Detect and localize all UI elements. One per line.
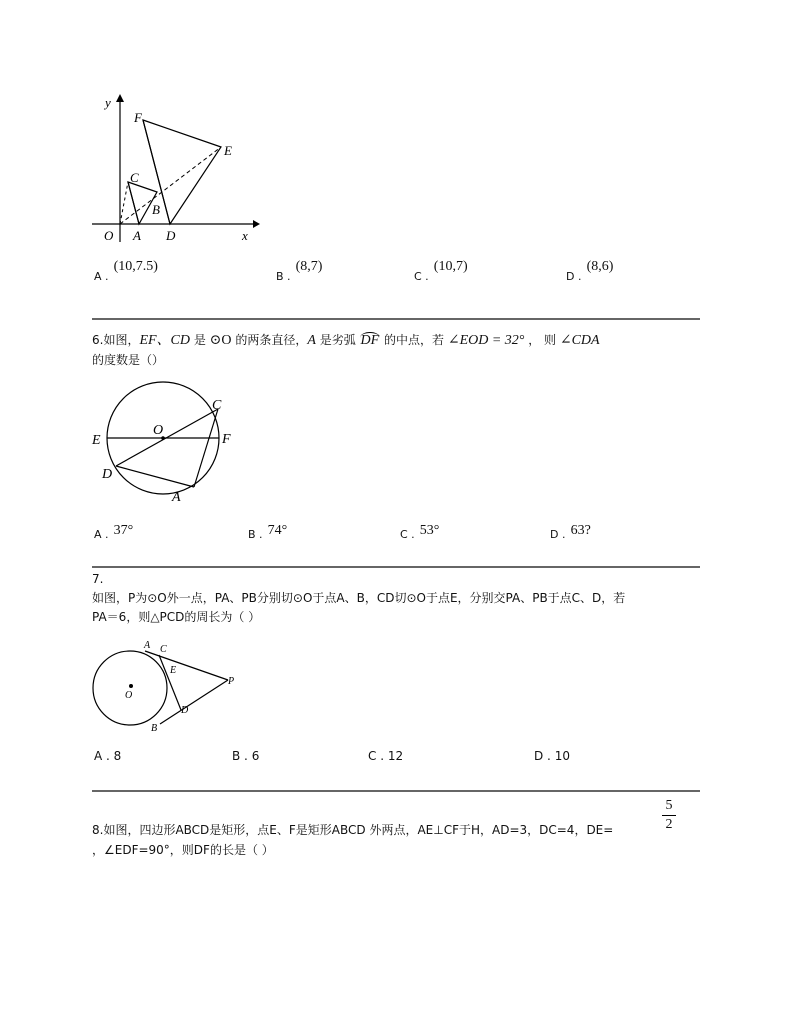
option-letter: C . (414, 270, 429, 283)
option-value: 53° (419, 523, 440, 538)
q6-label-A: A (172, 490, 181, 505)
option-letter: C . (368, 749, 385, 763)
q6-label-E: E (92, 433, 101, 448)
option-value: 6 (251, 749, 260, 763)
option-value: (8,6) (586, 259, 614, 274)
q7-question-line2: PA＝6，则△PCD的周长为（ ） (92, 610, 261, 624)
q5-label-B: B (152, 202, 160, 217)
q5-option-b[interactable] (276, 259, 323, 285)
option-letter: D . (534, 749, 551, 763)
q7-label-P: P (228, 676, 235, 687)
q7-label-A: A (144, 640, 151, 651)
fraction-denominator: 2 (665, 817, 673, 832)
q5-option-a[interactable] (94, 259, 158, 285)
q5-label-x: x (242, 228, 248, 243)
q7-label-O: O (125, 690, 133, 701)
q7-label-E: E (170, 665, 177, 676)
q7-option-d[interactable] (534, 748, 570, 764)
option-letter: C . (400, 528, 415, 541)
q6-question-line1: 6.如图，EF、CD 是 ⊙O 的两条直径，A 是劣弧 DF 的中点，若 ∠EOD = 32° ， 则 ∠CDA (92, 333, 600, 348)
q6-circle-figure (88, 380, 248, 510)
option-value: 63? (570, 523, 591, 538)
option-letter: B . (276, 270, 291, 283)
option-letter: D . (550, 528, 566, 541)
q7-label-D: D (181, 705, 189, 716)
option-value: (10,7.5) (113, 259, 158, 274)
q8-fraction (662, 798, 676, 833)
q5-label-A: A (133, 228, 141, 243)
option-letter: B . (232, 749, 248, 763)
option-value: 37° (113, 523, 134, 538)
q6-label-C: C (212, 398, 222, 413)
q6-option-c[interactable] (400, 523, 439, 543)
q5-option-d[interactable] (566, 259, 614, 285)
option-value: 12 (387, 749, 404, 763)
q7-label-C: C (160, 644, 167, 655)
q8-question-line1: 8.如图，四边形ABCD是矩形，点E、F是矩形ABCD 外两点，AE⊥CF于H，AD=3，DC=4，DE= (92, 823, 614, 837)
option-letter: D . (566, 270, 582, 283)
q7-label-B: B (151, 723, 158, 734)
q7-question-line1: 如图，P为⊙O外一点，PA、PB分别切⊙O于点A、B，CD切⊙O于点E，分别交PA、PB于点C、D，若 (92, 591, 626, 605)
q6-question-line2: 的度数是（） (92, 353, 165, 367)
q7-option-b[interactable] (232, 748, 259, 764)
option-value: (8,7) (295, 259, 323, 274)
q7-option-c[interactable] (368, 748, 403, 764)
q6-label-F: F (222, 432, 231, 447)
q5-label-C: C (130, 170, 139, 185)
q5-label-D: D (166, 228, 176, 243)
divider (92, 790, 700, 792)
q5-coordinate-figure (88, 92, 268, 252)
option-value: (10,7) (433, 259, 468, 274)
q7-option-a[interactable] (94, 748, 121, 764)
divider (92, 318, 700, 320)
q6-label-O: O (153, 423, 164, 438)
option-value: 10 (554, 749, 570, 763)
q5-option-c[interactable] (414, 259, 468, 285)
q6-label-D: D (102, 467, 113, 482)
q6-option-b[interactable] (248, 523, 287, 543)
q7-tangent-figure (88, 636, 248, 736)
option-value: 74° (267, 523, 288, 538)
q7-number: 7. (92, 572, 104, 586)
q8-question-line2: ，∠EDF=90°，则DF的长是（ ） (92, 843, 274, 857)
q6-option-a[interactable] (94, 523, 133, 543)
option-letter: A . (94, 749, 110, 763)
option-letter: A . (94, 270, 109, 283)
divider (92, 566, 700, 568)
option-letter: B . (248, 528, 263, 541)
q5-label-y: y (105, 95, 111, 110)
fraction-numerator: 5 (665, 798, 673, 813)
q6-option-d[interactable] (550, 523, 591, 543)
option-value: 8 (113, 749, 122, 763)
q5-label-O: O (104, 228, 114, 243)
q5-label-F: F (134, 110, 142, 125)
q5-label-E: E (224, 143, 232, 158)
option-letter: A . (94, 528, 109, 541)
